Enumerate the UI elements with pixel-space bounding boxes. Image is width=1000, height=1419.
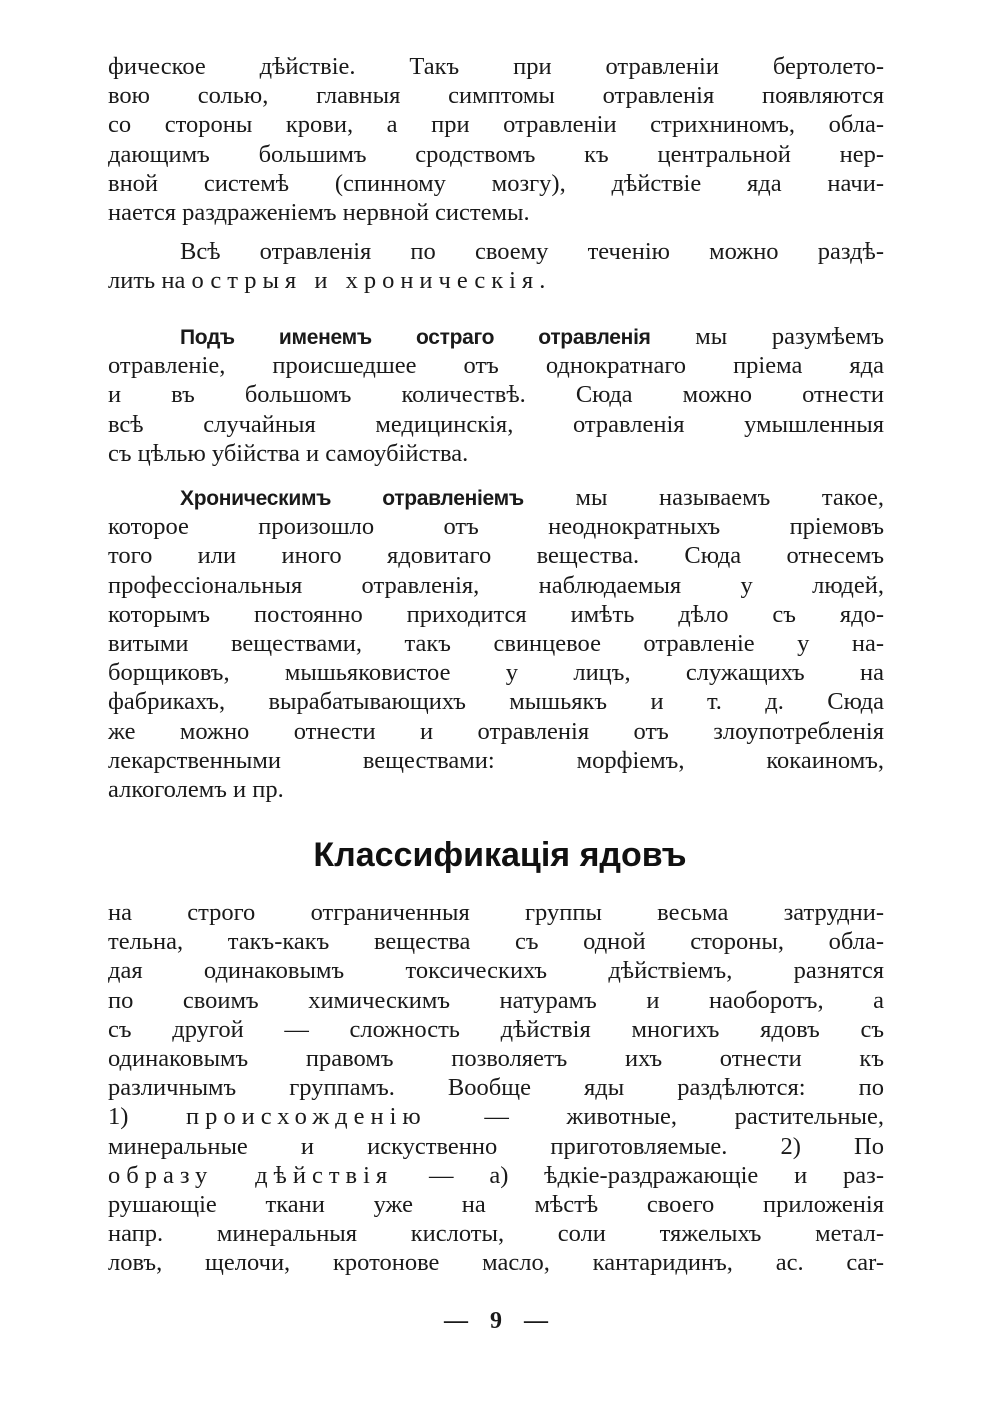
text-segment: и bbox=[302, 267, 346, 295]
section-heading: Классификація ядовъ bbox=[313, 836, 687, 874]
text-line: фическое дѣйствіе. Такъ при отравленіи бертолето- bbox=[108, 53, 884, 80]
text-line: дая одинаковымъ токсическихъ дѣйствіемъ, разнятся bbox=[108, 957, 884, 985]
text-line: того или иного ядовитаго вещества. Сюда отнесемъ bbox=[108, 542, 884, 570]
text-line: рушающіе ткани уже на мѣстѣ своего приложенія bbox=[108, 1190, 884, 1218]
term-origin: происхожденію bbox=[186, 1103, 427, 1131]
term-chronic: хроническія. bbox=[345, 267, 552, 295]
text-line: тельна, такъ-какъ вещества съ одной стороны, обла- bbox=[108, 928, 884, 956]
term-acute: острыя bbox=[191, 267, 303, 295]
text-line: отравленіе, происшедшее отъ однократнаго пріема яда bbox=[108, 352, 884, 380]
text-line: по своимъ химическимъ натурамъ и наоборотъ, а bbox=[108, 986, 884, 1014]
text-line: различнымъ группамъ. Вообще яды раздѣлются: по bbox=[108, 1074, 884, 1102]
text-line: профессіональныя отравленія, наблюдаемыя у людей, bbox=[108, 571, 884, 599]
text-line: всѣ случайныя медицинскія, отравленія умышленныя bbox=[108, 410, 884, 438]
text-line: борщиковъ, мышьяковистое у лицъ, служащихъ на bbox=[108, 659, 884, 687]
text-line: фабрикахъ, вырабатывающихъ мышьякъ и т. д. Сюда bbox=[108, 688, 884, 716]
lead-acute-poisoning: Подъ именемъ остраго отравленія bbox=[180, 326, 651, 349]
text-line: одинаковымъ правомъ позволяетъ ихъ отнести къ bbox=[108, 1044, 884, 1072]
text-line bbox=[108, 322, 884, 351]
text-line: и въ большомъ количествѣ. Сюда можно отнести bbox=[108, 381, 884, 409]
text-line: вою солью, главныя симптомы отравленія появляются bbox=[108, 82, 884, 110]
text-line bbox=[108, 1161, 884, 1190]
text-line: вной системѣ (спинному мозгу), дѣйствіе яда начи- bbox=[108, 169, 884, 197]
paragraph-intro bbox=[108, 52, 884, 227]
paragraph-classification bbox=[108, 898, 884, 1277]
text-line: лекарственными веществами: морфіемъ, кокаиномъ, bbox=[108, 746, 884, 774]
text-line: которое произошло отъ неоднократныхъ пріемовъ bbox=[108, 513, 884, 541]
text-line: которымъ постоянно приходится имѣть дѣло съ ядо- bbox=[108, 600, 884, 628]
text-line: нается раздраженіемъ нервной системы. bbox=[108, 198, 530, 226]
text-line: на строго отграниченныя группы весьма затрудни- bbox=[108, 899, 884, 926]
text-line: съ цѣлью убійства и самоубійства. bbox=[108, 439, 469, 467]
text-line: алкоголемъ и пр. bbox=[108, 775, 284, 803]
lead-chronic-poisoning: Хроническимъ отравленіемъ bbox=[180, 487, 524, 510]
page-number: — 9 — bbox=[444, 1308, 556, 1334]
text-line: ловъ, щелочи, кротонове масло, кантаридинъ, ас. car- bbox=[108, 1249, 884, 1277]
text-line: со стороны крови, а при отравленіи стрихниномъ, обла- bbox=[108, 111, 884, 139]
text-segment: 1) bbox=[108, 1103, 186, 1131]
text-line: Всѣ отравленія по своему теченію можно раздѣ- bbox=[180, 238, 884, 265]
text-line: дающимъ большимъ сродствомъ къ центральной нер- bbox=[108, 140, 884, 168]
text-line bbox=[108, 483, 884, 512]
paragraph-chronic bbox=[108, 483, 884, 804]
text-line: напр. минеральныя кислоты, соли тяжелыхъ метал- bbox=[108, 1220, 884, 1248]
text-line bbox=[108, 1102, 884, 1131]
term-action: образу дѣйствія bbox=[108, 1161, 394, 1189]
text-segment: мы разумѣемъ bbox=[650, 323, 884, 350]
text-segment: лить на bbox=[108, 267, 192, 295]
text-line: витыми веществами, такъ свинцевое отравленіе у на- bbox=[108, 629, 884, 657]
paragraph-types bbox=[108, 237, 884, 295]
text-line bbox=[108, 266, 884, 295]
text-line: минеральные и искуственно приготовляемые. 2) По bbox=[108, 1132, 884, 1160]
text-segment: мы называемъ такое, bbox=[523, 484, 884, 511]
text-line: же можно отнести и отравленія отъ злоупотребленія bbox=[108, 717, 884, 745]
paragraph-acute bbox=[108, 322, 884, 468]
text-segment: — а) ѣдкіе-раздражающіе и раз- bbox=[393, 1161, 885, 1189]
text-segment: — животные, растительные, bbox=[426, 1103, 884, 1131]
text-line: съ другой — сложность дѣйствія многихъ ядовъ съ bbox=[108, 1015, 884, 1043]
